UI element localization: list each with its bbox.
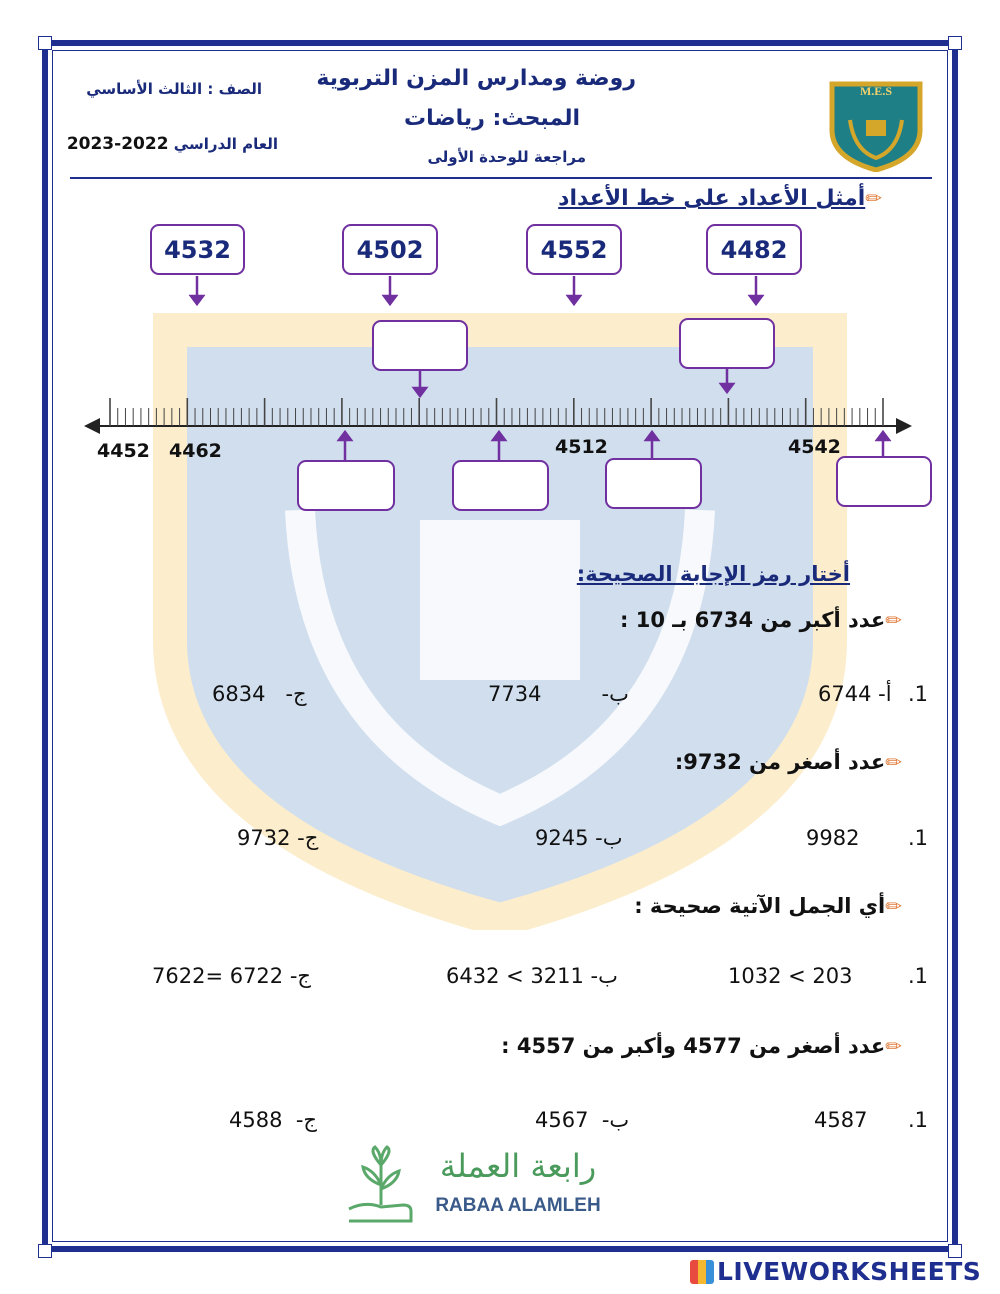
question-4: ✏عدد أصغر من 4577 وأكبر من 4557 : [501, 1034, 902, 1058]
option-b[interactable]: ب- 4567 [535, 1108, 630, 1132]
plant-hand-icon [345, 1145, 417, 1225]
frame-corner [38, 36, 52, 50]
answer-box[interactable] [372, 320, 468, 371]
year-value: 2022-2023 [66, 134, 169, 154]
unit-title: مراجعة للوحدة الأولى [427, 148, 586, 166]
answer-box[interactable] [605, 458, 702, 509]
option-c[interactable]: ج- 9732 [237, 826, 319, 850]
option-a[interactable]: 9982 [806, 826, 860, 850]
option-a[interactable]: أ- 6744 [818, 682, 892, 706]
academic-year [67, 134, 278, 154]
number-box[interactable]: 4552 [526, 224, 622, 275]
answer-box[interactable] [836, 456, 932, 507]
answer-box[interactable] [297, 460, 395, 511]
mcq-title: أختار رمز الإجابة الصحيحة: [576, 562, 850, 586]
option-b[interactable]: ب- 7734 [488, 682, 629, 706]
grade-label: الصف : الثالث الأساسي [86, 80, 262, 98]
liveworksheets-icon [690, 1260, 714, 1284]
brand-name-en: RABAA ALAMLEH [435, 1195, 601, 1216]
school-name: روضة ومدارس المزن التربوية [316, 66, 636, 91]
tick-label: 4462 [169, 440, 222, 462]
subject-title: المبحث: رياضات [404, 106, 580, 131]
frame-corner [948, 1244, 962, 1258]
frame-corner [948, 36, 962, 50]
frame-corner [38, 1244, 52, 1258]
pencil-icon: ✏ [885, 750, 902, 774]
pencil-icon: ✏ [885, 894, 902, 918]
brand-logo [345, 1145, 615, 1225]
liveworksheets-logo[interactable]: LIVEWORKSHEETS [690, 1257, 981, 1286]
option-c[interactable]: ج- 7622= 6722 [152, 964, 311, 988]
option-a[interactable]: 4587 [814, 1108, 868, 1132]
option-a[interactable]: 1032 < 203 [728, 964, 853, 988]
pencil-icon: ✏ [865, 186, 882, 210]
option-b[interactable]: ب- 9245 [535, 826, 623, 850]
logo-text: M.E.S [859, 84, 892, 98]
question-1: ✏عدد أكبر من 6734 بـ 10 : [620, 608, 902, 632]
question-index: .1 [908, 682, 929, 706]
number-box[interactable]: 4482 [706, 224, 802, 275]
pencil-icon: ✏ [885, 1034, 902, 1058]
question-2: ✏عدد أصغر من 9732: [674, 750, 902, 774]
tick-label: 4452 [97, 440, 150, 462]
option-c[interactable]: ج- 6834 [212, 682, 307, 706]
year-label: العام الدراسي [173, 135, 278, 153]
option-c[interactable]: ج- 4588 [229, 1108, 317, 1132]
question-index: .1 [908, 826, 929, 850]
number-line-heading [558, 186, 882, 211]
pencil-icon: ✏ [885, 608, 902, 632]
number-box[interactable]: 4532 [150, 224, 245, 275]
number-box[interactable]: 4502 [342, 224, 438, 275]
question-index: .1 [908, 1108, 929, 1132]
answer-box[interactable] [452, 460, 549, 511]
number-line-title: أمثل الأعداد على خط الأعداد [558, 186, 866, 211]
tick-label: 4542 [788, 436, 841, 458]
header-divider [70, 177, 932, 179]
answer-box[interactable] [679, 318, 775, 369]
question-3: ✏أي الجمل الآتية صحيحة : [634, 894, 902, 918]
question-index: .1 [908, 964, 929, 988]
option-b[interactable]: ب- 6432 < 3211 [446, 964, 618, 988]
brand-name-ar: رابعة العملة [439, 1147, 597, 1185]
tick-label: 4512 [555, 436, 608, 458]
